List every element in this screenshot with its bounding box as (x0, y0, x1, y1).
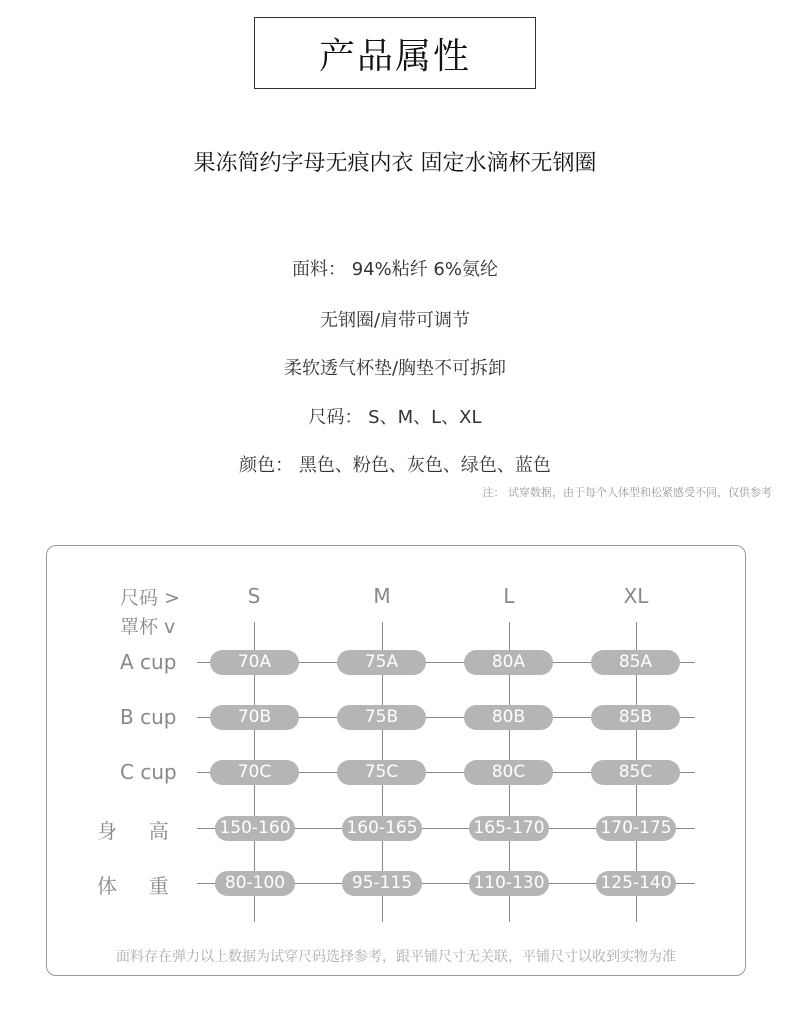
size-cell: 85B (591, 705, 680, 730)
size-cell: 80B (464, 705, 553, 730)
size-cell: 85A (591, 650, 680, 675)
attr-cup-pad: 柔软透气杯垫/胸垫不可拆卸 (283, 358, 507, 379)
weight-cell: 125-140 (596, 871, 676, 896)
col-head-m: M (373, 584, 391, 608)
attr-underwire: 无钢圈/肩带可调节 (319, 310, 471, 331)
page-title: 产品属性 (254, 17, 536, 89)
attr-sizes: 尺码： S、M、L、XL (308, 407, 482, 428)
row-label-weight: 体 重 (97, 874, 169, 898)
size-cell: 75A (337, 650, 426, 675)
size-cell: 70A (210, 650, 299, 675)
attr-fabric: 面料： 94%粘纤 6%氨纶 (291, 259, 498, 280)
height-cell: 165-170 (469, 816, 549, 841)
product-subtitle: 果冻简约字母无痕内衣 固定水滴杯无钢圈 (193, 151, 597, 176)
col-head-xl: XL (623, 584, 649, 608)
size-cell: 80C (464, 760, 553, 785)
col-head-l: L (503, 584, 515, 608)
weight-cell: 110-130 (469, 871, 549, 896)
size-cell: 80A (464, 650, 553, 675)
size-cell: 85C (591, 760, 680, 785)
size-chart-footnote: 面料存在弹力以上数据为试穿尺码选择参考，跟平铺尺寸无关联，平铺尺寸以收到实物为准 (116, 949, 676, 965)
size-cell: 70B (210, 705, 299, 730)
fit-note: 注： 试穿数据，由于每个人体型和松紧感受不同，仅供参考 (482, 486, 772, 499)
row-label-b-cup: B cup (120, 705, 177, 729)
header-cup-label: 罩杯 v (120, 616, 176, 638)
height-cell: 160-165 (342, 816, 422, 841)
height-cell: 150-160 (215, 816, 295, 841)
size-cell: 70C (210, 760, 299, 785)
row-label-a-cup: A cup (120, 650, 177, 674)
row-label-c-cup: C cup (120, 760, 177, 784)
header-size-label: 尺码 > (120, 587, 180, 609)
size-cell: 75B (337, 705, 426, 730)
size-cell: 75C (337, 760, 426, 785)
row-label-height: 身 高 (97, 819, 169, 843)
col-head-s: S (247, 584, 261, 608)
weight-cell: 95-115 (342, 871, 422, 896)
height-cell: 170-175 (596, 816, 676, 841)
attr-colors: 颜色： 黑色、粉色、灰色、绿色、蓝色 (239, 455, 551, 476)
weight-cell: 80-100 (215, 871, 295, 896)
